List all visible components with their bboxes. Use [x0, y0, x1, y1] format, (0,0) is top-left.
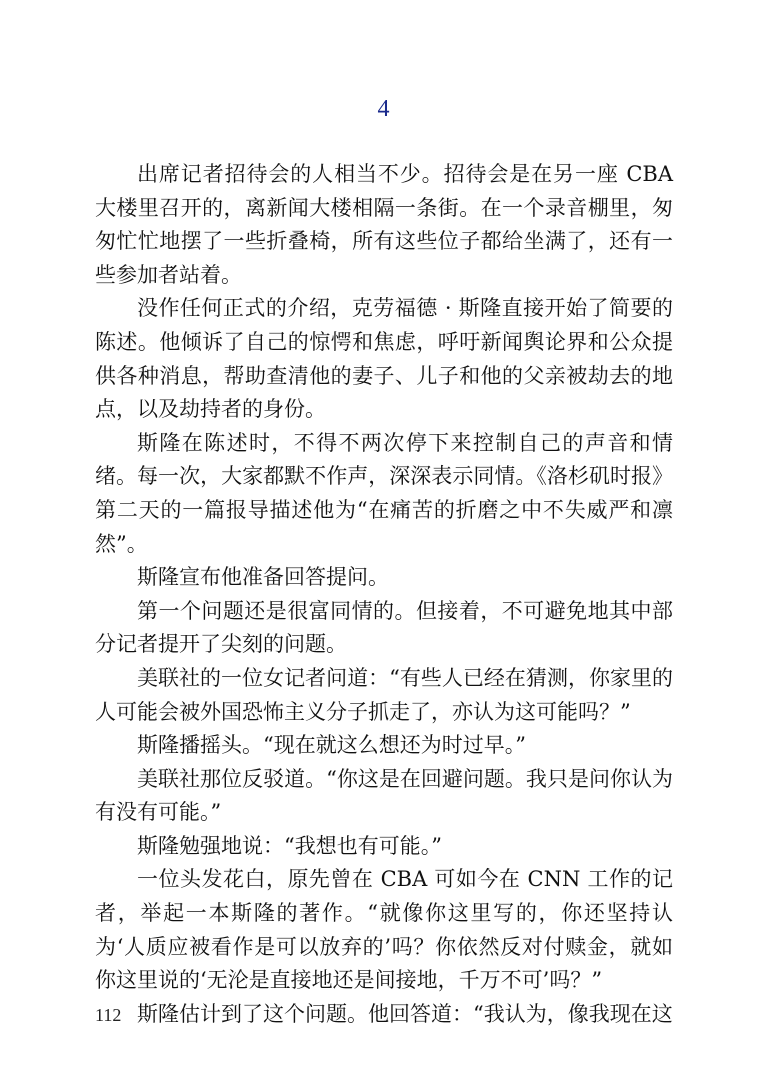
paragraph: 出席记者招待会的人相当不少。招待会是在另一座 CBA 大楼里召开的，离新闻大楼相隔一条街。在一个录音棚里，匆匆忙忙地摆了一些折叠椅，所有这些位子都给坐满了，还有一些参加者站着。	[95, 162, 673, 287]
paragraph: 美联社的一位女记者问道：“有些人已经在猜测，你家里的人可能会被外国恐怖主义分子抓走了，亦认为这可能吗？”	[95, 665, 673, 724]
paragraph: 没作任何正式的介绍，克劳福德 · 斯隆直接开始了简要的陈述。他倾诉了自己的惊愕和焦虑，呼吁新闻舆论界和公众提供各种消息，帮助查清他的妻子、儿子和他的父亲被劫去的地点，以及劫持者的身份。	[95, 296, 673, 422]
paragraph: 斯隆勉强地说：“我想也有可能。”	[137, 833, 442, 858]
paragraph: 斯隆在陈述时，不得不两次停下来控制自己的声音和情绪。每一次，大家都默不作声，深深表示同情。《洛杉矶时报》第二天的一篇报导描述他为“在痛苦的折磨之中不失威严和凛然”。	[95, 430, 673, 556]
paragraph: 第一个问题还是很富同情的。但接着，不可避免地其中部分记者提开了尖刻的问题。	[95, 598, 673, 657]
paragraph: 美联社那位反驳道。“你这是在回避问题。我只是问你认为有没有可能。”	[95, 766, 673, 825]
paragraph: 一位头发花白，原先曾在 CBA 可如今在 CNN 工作的记者，举起一本斯隆的著作。“就像你这里写的，你还坚持认为‘人质应被看作是可以放弃的’吗？你依然反对付赎金，就如你这里说的‘无沦是直接地还是间接地，千万不可’吗？”	[95, 867, 673, 993]
paragraph: 斯隆估计到了这个问题。他回答道：“我认为，像我现在这	[137, 1001, 673, 1026]
paragraph: 斯隆宣布他准备回答提问。	[137, 565, 389, 590]
body-text	[95, 158, 673, 1031]
paragraph: 斯隆播摇头。“现在就这么想还为时过早。”	[137, 733, 526, 758]
chapter-number: 4	[377, 96, 390, 122]
page-number: 112	[95, 1005, 122, 1025]
